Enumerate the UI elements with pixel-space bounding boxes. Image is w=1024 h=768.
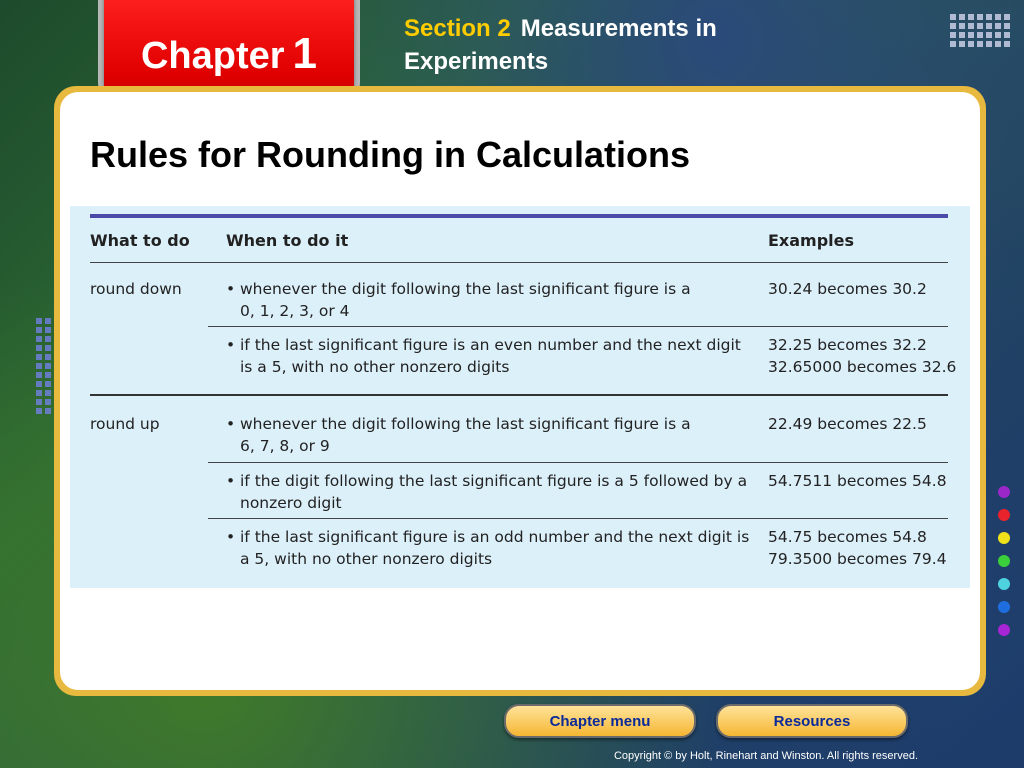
- example-text: [768, 413, 927, 435]
- example-text: [768, 470, 947, 492]
- color-dot: [998, 601, 1010, 613]
- row-rule: [208, 462, 948, 463]
- color-dot: [998, 624, 1010, 636]
- chapter-word: Chapter: [140, 35, 285, 77]
- rule-line: 6, 7, 8, or 9: [240, 437, 330, 455]
- example-line: 54.7511 becomes 54.8: [768, 472, 947, 490]
- rule-text: [226, 278, 691, 322]
- rounding-rules-table: [70, 206, 970, 588]
- example-line: 32.25 becomes 32.2: [768, 336, 927, 354]
- chapter-menu-button[interactable]: Chapter menu: [504, 704, 696, 738]
- example-text: [768, 526, 947, 570]
- header-examples: Examples: [768, 231, 855, 250]
- decorative-grid-left: [36, 318, 51, 414]
- side-color-dots: [998, 486, 1010, 636]
- example-line: 54.75 becomes 54.8: [768, 528, 927, 546]
- example-line: 32.65000 becomes 32.6: [768, 358, 957, 376]
- header-what-to-do: What to do: [90, 231, 190, 250]
- rule-line: if the last significant figure is an odd number and the next digit is: [240, 528, 750, 546]
- action-round-down: round down: [90, 280, 182, 298]
- bullet: •: [226, 472, 236, 490]
- color-dot: [998, 578, 1010, 590]
- example-line: 30.24 becomes 30.2: [768, 280, 927, 298]
- header-when-to-do-it: When to do it: [226, 231, 349, 250]
- rule-line: whenever the digit following the last significant figure is a: [240, 280, 691, 298]
- bullet: •: [226, 415, 236, 433]
- rule-line: nonzero digit: [240, 494, 342, 512]
- rule-text: [226, 413, 691, 457]
- section-label: Section 2: [404, 15, 511, 42]
- rule-text: [226, 334, 741, 378]
- rule-line: if the digit following the last significant figure is a 5 followed by a: [240, 472, 748, 490]
- example-line: 22.49 becomes 22.5: [768, 415, 927, 433]
- rule-text: [226, 526, 749, 570]
- rule-line: if the last significant figure is an even number and the next digit: [240, 336, 741, 354]
- action-round-up: round up: [90, 415, 160, 433]
- section-title: Measurements in Experiments: [404, 15, 717, 75]
- rule-text: [226, 470, 747, 514]
- section-heading: [404, 12, 824, 78]
- chapter-label: [141, 29, 317, 79]
- copyright-notice: Copyright © by Holt, Rinehart and Winston. All rights reserved.: [613, 750, 918, 762]
- bullet: •: [226, 280, 236, 298]
- table-top-bar: [90, 214, 948, 218]
- slide-title: Rules for Rounding in Calculations: [90, 134, 691, 175]
- color-dot: [998, 532, 1010, 544]
- rule-line: whenever the digit following the last significant figure is a: [240, 415, 691, 433]
- decorative-grid: [950, 14, 1010, 47]
- rule-line: is a 5, with no other nonzero digits: [240, 358, 510, 376]
- rule-line: a 5, with no other nonzero digits: [240, 550, 493, 568]
- bullet: •: [226, 528, 236, 546]
- example-text: [768, 278, 927, 300]
- header-rule: [90, 262, 948, 263]
- content-panel: [60, 92, 980, 690]
- color-dot: [998, 509, 1010, 521]
- group-rule: [90, 394, 948, 396]
- color-dot: [998, 555, 1010, 567]
- color-dot: [998, 486, 1010, 498]
- example-line: 79.3500 becomes 79.4: [768, 550, 947, 568]
- row-rule: [208, 518, 948, 519]
- chapter-number: 1: [292, 29, 318, 78]
- rule-line: 0, 1, 2, 3, or 4: [240, 302, 350, 320]
- bullet: •: [226, 336, 236, 354]
- resources-button[interactable]: Resources: [716, 704, 908, 738]
- row-rule: [208, 326, 948, 327]
- example-text: [768, 334, 956, 378]
